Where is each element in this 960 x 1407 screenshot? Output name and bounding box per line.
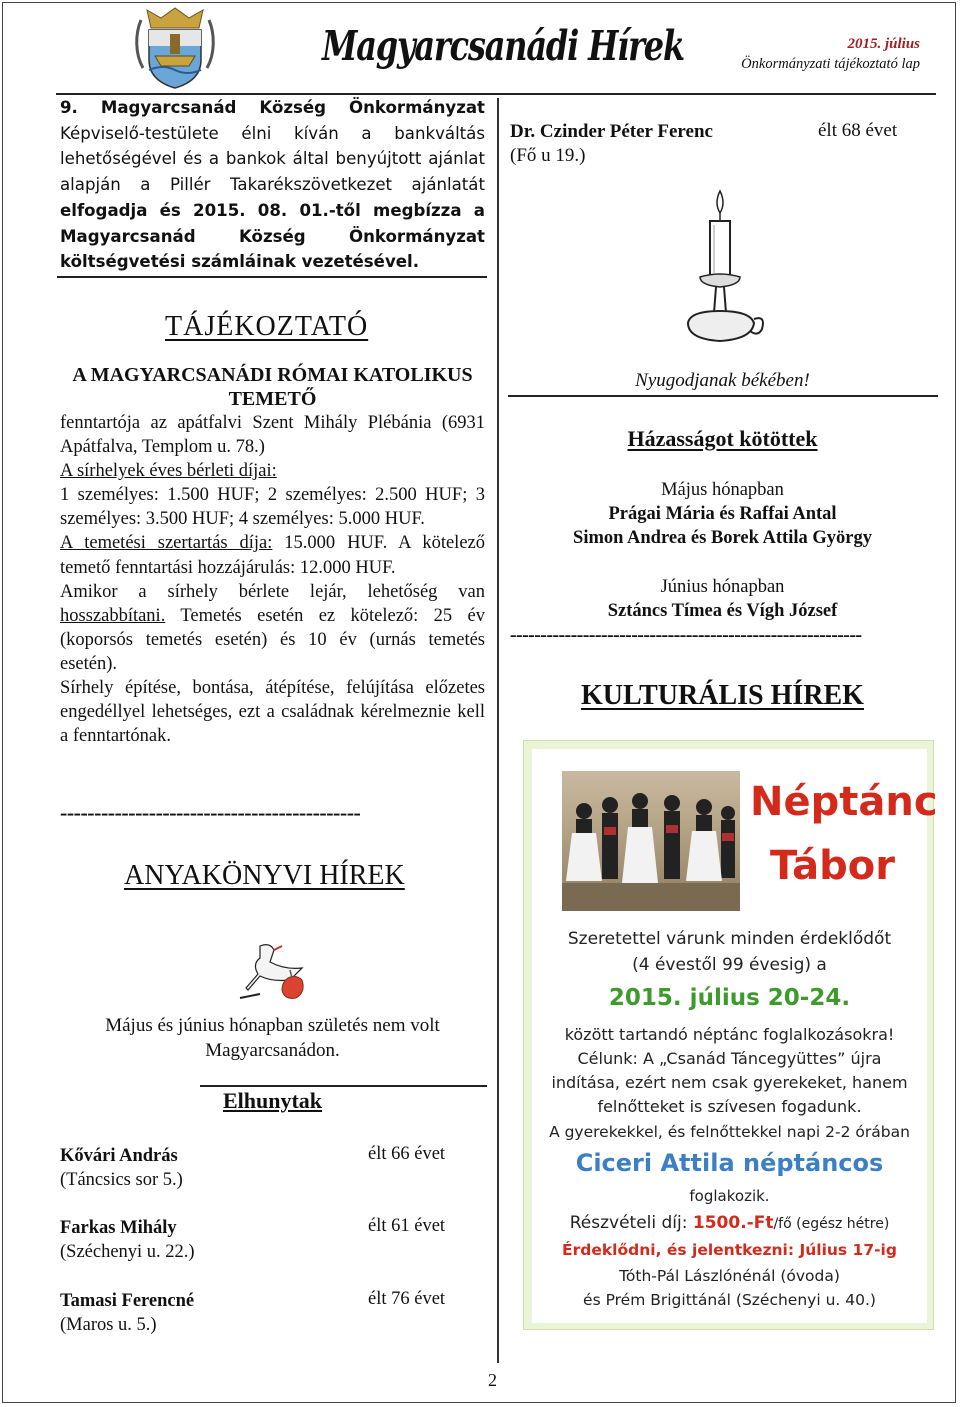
dancers-photo-illustration bbox=[562, 771, 740, 911]
deceased-address: (Táncsics sor 5.) bbox=[60, 1170, 183, 1190]
poster-fee: Részvételi díj: 1500.-Ft/fő (egész hétre) bbox=[569, 1213, 890, 1233]
section-rule bbox=[508, 395, 938, 397]
births-line: Magyarcsanádon. bbox=[205, 1039, 340, 1061]
poster-teacher: Ciceri Attila néptáncos bbox=[575, 1149, 884, 1177]
poster-title-line2: Tábor bbox=[770, 843, 895, 889]
births-line: Május és június hónapban születés nem volt bbox=[105, 1015, 440, 1036]
cemetery-info bbox=[60, 411, 485, 748]
masthead-title: Magyarcsanádi Hírek bbox=[322, 22, 684, 70]
issue-subtitle: Önkormányzati tájékoztató lap bbox=[741, 56, 920, 72]
marriages-title: Házasságot kötöttek bbox=[627, 426, 818, 451]
item-9-line: költségvetési számláinak vezetésével. bbox=[60, 252, 420, 272]
page-number: 2 bbox=[488, 1370, 497, 1390]
poster-line: A gyerekekkel, és felnőttekkel napi 2-2 órában bbox=[549, 1123, 910, 1141]
item-9-line: alapján a Pillér Takarékszövetkezet ajánlatát bbox=[60, 175, 485, 195]
deceased-address: (Maros u. 5.) bbox=[60, 1315, 157, 1335]
item-9-paragraph bbox=[60, 95, 485, 275]
divider-dashes: ---------------------------------------------------------- bbox=[510, 624, 862, 646]
item-9-line: 9. Magyarcsanád Község Önkormányzat bbox=[60, 98, 485, 117]
cemetery-heading-line: A MAGYARCSANÁDI RÓMAI KATOLIKUS bbox=[72, 364, 473, 386]
deceased-age: élt 68 évet bbox=[818, 120, 898, 141]
cultural-news-title: KULTURÁLIS HÍREK bbox=[581, 680, 864, 711]
cemetery-operator: fenntartója az apátfalvi Szent Mihály Plébánia (6931 Apátfalva, Templom u. 78.) bbox=[60, 413, 485, 458]
fees-text: 1 személyes: 1.500 HUF; 2 személyes: 2.500 HUF; 3 személyes: 3.500 HUF; 4 személyes: 5.000 HUF. bbox=[60, 485, 485, 530]
couple-names: Prágai Mária és Raffai Antal bbox=[608, 504, 837, 525]
month-label: Június hónapban bbox=[660, 576, 785, 597]
candle-icon bbox=[670, 185, 770, 345]
deceased-age: élt 76 évet bbox=[368, 1289, 446, 1309]
poster-line: foglakozik. bbox=[689, 1187, 770, 1205]
poster-title-line1: Néptánc bbox=[750, 779, 938, 825]
stork-icon bbox=[230, 940, 320, 1012]
deceased-name: Farkas Mihály bbox=[60, 1218, 177, 1238]
poster-line: Célunk: A „Csanád Táncegyüttes” újra bbox=[577, 1049, 882, 1068]
section-rule bbox=[57, 276, 487, 278]
poster-date: 2015. július 20-24. bbox=[608, 985, 851, 1011]
poster-line: felnőtteket is szívesen fogadunk. bbox=[597, 1097, 862, 1116]
poster-line: Szeretettel várunk minden érdeklődőt bbox=[567, 929, 892, 949]
deceased-entry bbox=[510, 120, 713, 168]
item-9-line: Képviselő-testülete élni kíván a bankváltás bbox=[60, 123, 485, 143]
poster-contact: Tóth-Pál Lászlónénál (óvoda) bbox=[619, 1267, 840, 1285]
births-text bbox=[60, 1014, 485, 1063]
poster-apply: Érdeklődni, és jelentkezni: Július 17-ig bbox=[562, 1241, 897, 1259]
item-9-line: lehetőségével és a bankok által benyújtott ajánlat bbox=[60, 149, 485, 169]
deceased-address: (Fő u 19.) bbox=[510, 145, 586, 166]
deceased-title: Elhunytak bbox=[222, 1088, 323, 1113]
deceased-name: Tamasi Ferencné bbox=[60, 1291, 195, 1311]
cemetery-heading-line: TEMETŐ bbox=[228, 388, 317, 410]
month-label: Május hónapban bbox=[661, 480, 784, 500]
deceased-entry bbox=[60, 1144, 183, 1192]
poster-contact: és Prém Brigittánál (Széchenyi u. 40.) bbox=[583, 1291, 876, 1309]
cemetery-heading bbox=[60, 363, 485, 411]
poster-body bbox=[532, 749, 938, 1323]
poster-line: között tartandó néptánc foglalkozásokra! bbox=[564, 1025, 895, 1044]
item-9-line: Magyarcsanád Község Önkormányzat bbox=[60, 226, 485, 246]
deceased-address: (Széchenyi u. 22.) bbox=[60, 1242, 195, 1262]
fees-label: A sírhelyek éves bérleti díjai: bbox=[60, 461, 277, 482]
deceased-age: élt 61 évet bbox=[368, 1216, 446, 1236]
renewal-text: Amikor a sírhely bérlete lejár, lehetőség van hosszabbítani. Temetés esetén ez kötelező: 25 év (koporsós temetés esetén) és 10 év (urnás temetés esetén). bbox=[60, 581, 486, 674]
funeral-fee: A temetési szertartás díja: 15.000 HUF. A kötelező temető fenntartási hozzájárulás: 12.000 HUF. bbox=[60, 533, 485, 578]
dancers-photo bbox=[562, 771, 740, 911]
divider-dashes: -------------------------------------------- bbox=[60, 800, 361, 825]
folk-dance-camp-poster bbox=[523, 740, 938, 1330]
poster-line: indítása, ezért nem csak gyerekeket, hanem bbox=[551, 1073, 908, 1092]
rest-in-peace-text: Nyugodjanak békében! bbox=[635, 370, 810, 391]
tajekoztato-title: TÁJÉKOZTATÓ bbox=[165, 311, 369, 342]
marriages-list bbox=[510, 478, 935, 623]
coat-of-arms-icon bbox=[133, 4, 217, 90]
section-rule bbox=[200, 1085, 487, 1087]
couple-names: Simon Andrea és Borek Attila György bbox=[573, 528, 872, 549]
poster-line: (4 évestől 99 évesig) a bbox=[632, 955, 827, 975]
column-divider bbox=[497, 98, 499, 1363]
deceased-entry bbox=[60, 1216, 195, 1264]
item-9-line: elfogadja és 2015. 08. 01.-től megbízza a bbox=[60, 200, 485, 220]
deceased-name: Kővári András bbox=[60, 1146, 178, 1166]
deceased-age: élt 66 évet bbox=[368, 1144, 446, 1164]
registry-news-title: ANYAKÖNYVI HÍREK bbox=[124, 860, 405, 891]
issue-date: 2015. július bbox=[847, 36, 920, 52]
deceased-entry bbox=[60, 1289, 194, 1337]
couple-names: Sztáncs Tímea és Vígh József bbox=[607, 600, 838, 621]
deceased-name: Dr. Czinder Péter Ferenc bbox=[510, 121, 713, 142]
building-text: Sírhely építése, bontása, átépítése, felújítása előzetes engedéllyel lehetséges, ezt a családnak kérelmeznie kell a fenntartónak. bbox=[60, 678, 485, 747]
